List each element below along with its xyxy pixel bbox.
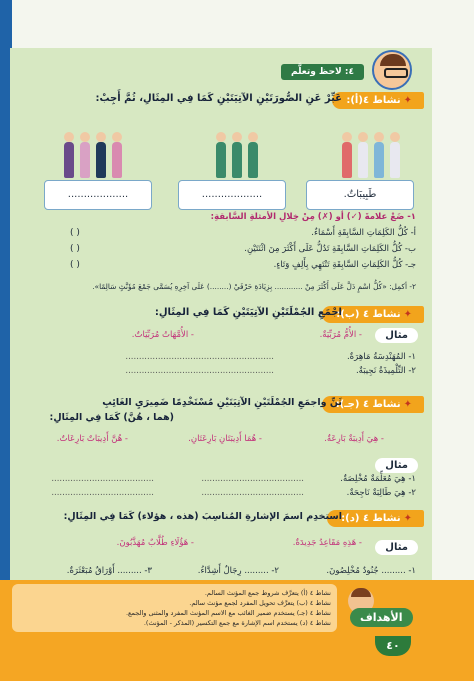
woman-figure <box>80 142 90 178</box>
doctor-figure <box>342 142 352 178</box>
pictures-row <box>28 118 414 178</box>
exercise-item: ١- ......... جُنُودٌ مُخْلِصُونَ. <box>326 566 416 576</box>
woman-figure <box>64 142 74 178</box>
sparkle-icon: ✦ <box>403 513 412 524</box>
activity-a-instruction: عَبِّرْ عَنِ الصُّورَتَيْنِ الآتِيَتَيْنِ كَمَا فِي المِثَالِ، ثُمَّ أَجِبْ: <box>95 93 342 104</box>
goal-item: نشاط ٤ (د) يستخدم اسم الإشارة مع جمع التكسير (المذكر - المؤنث). <box>143 619 331 627</box>
goal-item: نشاط ٤ (ب) يتعرَّف تحويل المفرد لجمع مؤنث سالم. <box>189 599 331 607</box>
doctor-figure <box>374 142 384 178</box>
answer-line[interactable]: ....................................................... <box>125 366 274 376</box>
example-singular: - الأُمُّ مُرَبِّيَةٌ. <box>319 330 362 340</box>
doctor-figure <box>390 142 400 178</box>
activity-d-instruction: استخدِم اسمَ الإشارةِ المُناسِبَ (هذه ، هؤلاء) كَمَا فِي المِثَالِ: <box>63 511 342 522</box>
example-label: مثال <box>375 328 418 343</box>
sparkle-icon: ✦ <box>403 399 412 410</box>
activity-b-instruction: اجْمَعِ الجُمْلَتَيْنِ الآتِيَتَيْنِ كَمَا فِي المِثَالِ: <box>154 307 342 318</box>
activity-c-badge-text: نشاط ٤ (جـ): <box>335 399 401 410</box>
example-singular: - هِيَ أَدِيبَةٌ بَارِعَةٌ. <box>324 434 384 444</box>
answer-parens[interactable]: ( ) <box>70 228 80 238</box>
section-title: ٤: لاحظ وتعلَّم <box>281 64 364 80</box>
question-item: أ- كُلُّ الكَلِمَاتِ السَّابِقَةِ أَسْمَاءٌ. <box>311 228 416 238</box>
student-figure <box>248 142 258 178</box>
activity-c <box>18 396 424 500</box>
example-a: - هَذِهِ مَقَاعِدُ جَدِيدَةٌ. <box>292 538 362 548</box>
activity-d-badge-text: نشاط ٤ (د): <box>341 513 401 524</box>
page-number: ٤٠ <box>375 636 411 656</box>
activity-a-badge <box>332 92 424 109</box>
answer-box[interactable]: ................... <box>178 180 286 210</box>
activity-d <box>18 510 424 590</box>
exercise-item: ٣- ......... أَوْرَاقٌ مُبَعْثَرَةٌ. <box>66 566 152 576</box>
question-1-heading: ١- ضَعْ علامةَ (✓) أو (✗) مِنْ خِلالِ الأمثلةِ السَّابقةِ: <box>210 212 416 222</box>
woman-figure <box>96 142 106 178</box>
answer-line[interactable]: ...................................... <box>201 488 304 498</box>
question-2: ٢- أكمِل: «كُلُّ اسْمٍ دَلَّ عَلَى أَكْثَرَ مِنْ ............ بِزِيَادَةِ حَرْفَيْ (........) عَلَى آخِرِهِ يُسَمَّى جَمْعَ مُؤَنَّثٍ سَالِمًا». <box>92 282 416 291</box>
student-icon <box>372 50 412 90</box>
exercise-item: ٢- التِّلْمِيذَةُ نَجِيبَةٌ. <box>355 366 416 376</box>
answer-box[interactable]: ................... <box>44 180 152 210</box>
answer-parens[interactable]: ( ) <box>70 244 80 254</box>
answer-boxes <box>28 180 414 210</box>
activity-b <box>18 306 424 386</box>
example-dual: - هُمَا أَدِيبَتَانِ بَارِعَتَانِ. <box>188 434 262 444</box>
doctor-figure <box>358 142 368 178</box>
answer-line[interactable]: ....................................................... <box>125 352 274 362</box>
sparkle-icon: ✦ <box>403 309 412 320</box>
answer-parens[interactable]: ( ) <box>70 260 80 270</box>
page-header <box>20 54 420 84</box>
example-plural: - الأُمَّهَاتُ مُرَبِّيَاتٌ. <box>131 330 194 340</box>
exercise-item: ٢- ......... رِجَالٌ أَشِدَّاءُ. <box>197 566 279 576</box>
goal-item: نشاط ٤ (جـ) يستخدم ضمير الغائب مع الاسم المؤنث المفرد والمثنى والجمع. <box>125 609 331 617</box>
goals-footer <box>0 580 474 681</box>
goals-list <box>12 584 337 632</box>
exercise-item: ١- المُهَنْدِسَةُ مَاهِرَةٌ. <box>346 352 416 362</box>
goals-label: الأهداف <box>350 608 413 627</box>
answer-line[interactable]: ...................................... <box>51 474 154 484</box>
example-label: مثال <box>375 458 418 473</box>
woman-figure <box>112 142 122 178</box>
activity-c-instruction-2: (هما ، هُنَّ) كَمَا فِي المِثَالِ: <box>49 412 174 423</box>
example-label: مثال <box>375 540 418 555</box>
activity-b-badge-text: نشاط ٤ (ب): <box>336 309 401 320</box>
example-b: - هَؤُلَاءِ طُلَّابٌ مُهَذَّبُونَ. <box>116 538 194 548</box>
sparkle-icon: ✦ <box>403 95 412 106</box>
exercise-item: ٢- هِيَ طَالِبَةٌ نَاجِحَةٌ. <box>346 488 416 498</box>
activity-a-badge-text: نشاط ٤(أ): <box>346 95 401 106</box>
student-figure <box>216 142 226 178</box>
student-figure <box>232 142 242 178</box>
activity-c-instruction: ثَنِّ واجمَعِ الجُمْلَتَيْنِ الآتِيَتَيْنِ مُسْتَخْدِمًا ضَمِيرَيِ الغَائِبِ <box>102 397 342 408</box>
goal-item: نشاط ٤ (أ) يتعرَّف شروط جمع المؤنث السالم. <box>204 589 331 597</box>
example-plural: - هُنَّ أَدِيبَاتٌ بَارِعَاتٌ. <box>56 434 128 444</box>
worksheet-page <box>10 48 432 668</box>
question-item: جـ- كُلُّ الكَلِمَاتِ السَّابِقَةِ تَنْتَهِي بِأَلِفٍ وَتَاءٍ. <box>273 260 416 270</box>
answer-box[interactable]: طَبِيبَاتٌ. <box>306 180 414 210</box>
answer-line[interactable]: ...................................... <box>51 488 154 498</box>
question-item: ب- كُلُّ الكَلِمَاتِ السَّابِقَةِ تَدُلُّ عَلَى أَكْثَرَ مِنَ اثْنَتَيْنِ. <box>244 244 416 254</box>
answer-line[interactable]: ...................................... <box>201 474 304 484</box>
exercise-item: ١- هِيَ مُعَلِّمَةٌ مُخْلِصَةٌ. <box>340 474 416 484</box>
